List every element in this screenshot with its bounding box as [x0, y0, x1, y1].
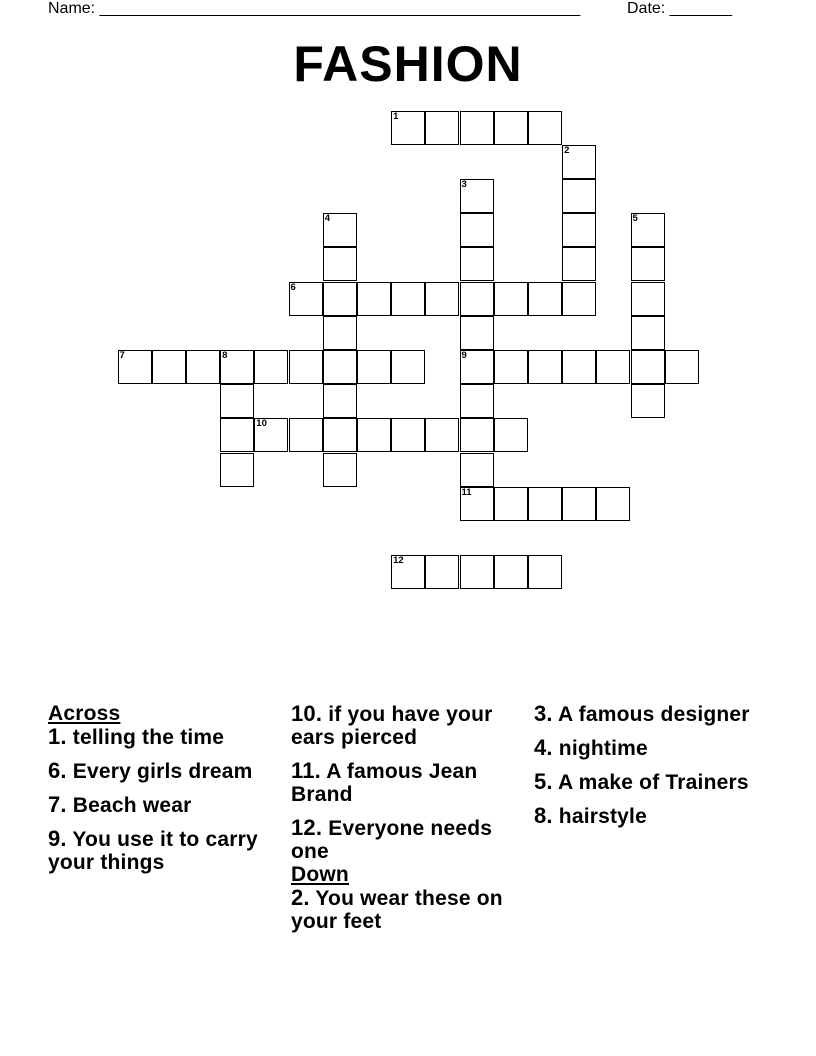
- clue-down-2: [291, 886, 531, 933]
- crossword-cell[interactable]: [631, 247, 665, 281]
- crossword-cell[interactable]: [152, 350, 186, 384]
- crossword-cell[interactable]: [528, 555, 562, 589]
- clue-number: 12.: [291, 815, 323, 840]
- clue-number: 1.: [48, 724, 67, 749]
- clue-number: 10.: [291, 701, 323, 726]
- crossword-cell[interactable]: [391, 282, 425, 316]
- crossword-cell[interactable]: [460, 350, 494, 384]
- crossword-cell[interactable]: [460, 111, 494, 145]
- clue-across-1: [48, 725, 288, 749]
- clue-text: A famous designer: [558, 703, 750, 726]
- clue-down-4: [534, 736, 774, 760]
- crossword-cell[interactable]: [562, 350, 596, 384]
- clue-text: if you have your ears pierced: [291, 703, 493, 749]
- crossword-cell[interactable]: [254, 418, 288, 452]
- clue-number: 6.: [48, 758, 67, 783]
- across-heading: Across: [48, 702, 121, 725]
- crossword-cell[interactable]: [186, 350, 220, 384]
- clue-number: 9.: [48, 826, 67, 851]
- crossword-cell[interactable]: [289, 418, 323, 452]
- clue-number: 3.: [534, 701, 553, 726]
- crossword-cell[interactable]: [460, 316, 494, 350]
- clue-across-7: [48, 793, 288, 817]
- crossword-cell[interactable]: [460, 213, 494, 247]
- crossword-cell[interactable]: [631, 384, 665, 418]
- clue-number-label: 8: [222, 349, 228, 361]
- crossword-cell[interactable]: [220, 350, 254, 384]
- crossword-cell[interactable]: [323, 282, 357, 316]
- crossword-cell[interactable]: [631, 213, 665, 247]
- clue-number-label: 2: [564, 144, 570, 156]
- crossword-cell[interactable]: [562, 145, 596, 179]
- crossword-cell[interactable]: [323, 316, 357, 350]
- clue-number-label: 6: [290, 281, 296, 293]
- clue-number-label: 1: [393, 110, 399, 122]
- crossword-cell[interactable]: [323, 418, 357, 452]
- clue-down-5: [534, 770, 774, 794]
- crossword-cell[interactable]: [562, 179, 596, 213]
- clue-number: 4.: [534, 735, 553, 760]
- crossword-cell[interactable]: [562, 282, 596, 316]
- clue-number: 7.: [48, 792, 67, 817]
- clue-number: 11.: [291, 758, 321, 783]
- crossword-cell[interactable]: [254, 350, 288, 384]
- crossword-cell[interactable]: [460, 247, 494, 281]
- crossword-cell[interactable]: [357, 282, 391, 316]
- crossword-cell[interactable]: [665, 350, 699, 384]
- crossword-cell[interactable]: [425, 555, 459, 589]
- crossword-cell[interactable]: [289, 350, 323, 384]
- clue-number-label: 9: [461, 349, 467, 361]
- crossword-cell[interactable]: [631, 282, 665, 316]
- crossword-cell[interactable]: [323, 453, 357, 487]
- clue-column-2: [291, 702, 531, 943]
- crossword-cell[interactable]: [494, 282, 528, 316]
- clue-across-6: [48, 759, 288, 783]
- crossword-cell[interactable]: [391, 418, 425, 452]
- crossword-cell[interactable]: [425, 111, 459, 145]
- clue-number-label: 4: [324, 213, 330, 225]
- clue-across-10: [291, 702, 531, 749]
- crossword-cell[interactable]: [562, 213, 596, 247]
- crossword-cell[interactable]: [460, 418, 494, 452]
- clue-number: 5.: [534, 769, 553, 794]
- clue-across-9: [48, 827, 288, 874]
- crossword-cell[interactable]: [357, 350, 391, 384]
- crossword-cell[interactable]: [631, 350, 665, 384]
- crossword-cell[interactable]: [460, 384, 494, 418]
- clue-text: A make of Trainers: [558, 771, 749, 794]
- crossword-cell[interactable]: [357, 418, 391, 452]
- page-title: FASHION: [293, 36, 523, 92]
- crossword-cell[interactable]: [528, 350, 562, 384]
- clue-column-3: [534, 702, 774, 838]
- crossword-cell[interactable]: [562, 247, 596, 281]
- clue-number: 8.: [534, 803, 553, 828]
- crossword-cell[interactable]: [323, 384, 357, 418]
- clue-number-label: 10: [256, 418, 267, 430]
- crossword-cell[interactable]: [528, 487, 562, 521]
- crossword-cell[interactable]: [220, 453, 254, 487]
- clue-number: 2.: [291, 885, 310, 910]
- crossword-cell[interactable]: [323, 247, 357, 281]
- crossword-cell[interactable]: [425, 418, 459, 452]
- clue-across-11: [291, 759, 531, 806]
- crossword-cell[interactable]: [391, 111, 425, 145]
- crossword-cell[interactable]: [460, 487, 494, 521]
- crossword-cell[interactable]: [494, 487, 528, 521]
- crossword-cell[interactable]: [460, 453, 494, 487]
- crossword-cell[interactable]: [289, 282, 323, 316]
- clue-number-label: 11: [461, 486, 472, 498]
- crossword-cell[interactable]: [118, 350, 152, 384]
- clue-text: A famous Jean Brand: [291, 760, 478, 806]
- crossword-cell[interactable]: [460, 555, 494, 589]
- crossword-cell[interactable]: [528, 111, 562, 145]
- clue-number-label: 7: [119, 349, 125, 361]
- crossword-cell[interactable]: [596, 487, 630, 521]
- crossword-cell[interactable]: [220, 418, 254, 452]
- clue-number-label: 5: [632, 213, 638, 225]
- clue-down-3: [534, 702, 774, 726]
- crossword-cell[interactable]: [596, 350, 630, 384]
- clue-number-label: 12: [393, 555, 404, 567]
- crossword-cell[interactable]: [494, 111, 528, 145]
- crossword-cell[interactable]: [494, 350, 528, 384]
- crossword-cell[interactable]: [460, 282, 494, 316]
- clue-text: telling the time: [72, 726, 225, 749]
- crossword-cell[interactable]: [494, 418, 528, 452]
- name-field[interactable]: Name: ______________________________________________________: [48, 0, 581, 17]
- crossword-cell[interactable]: [391, 350, 425, 384]
- crossword-cell[interactable]: [323, 213, 357, 247]
- crossword-cell[interactable]: [562, 487, 596, 521]
- crossword-cell[interactable]: [323, 350, 357, 384]
- crossword-cell[interactable]: [425, 282, 459, 316]
- clue-text: Beach wear: [72, 794, 192, 817]
- crossword-cell[interactable]: [528, 282, 562, 316]
- crossword-cell[interactable]: [391, 555, 425, 589]
- clue-text: Every girls dream: [72, 760, 253, 783]
- clue-text: Everyone needs one: [291, 817, 493, 863]
- clue-number-label: 3: [461, 178, 467, 190]
- clue-text: hairstyle: [558, 805, 647, 828]
- clue-text: nightime: [558, 737, 648, 760]
- crossword-cell[interactable]: [631, 316, 665, 350]
- clue-text: You wear these on your feet: [291, 887, 503, 933]
- crossword-cell[interactable]: [220, 384, 254, 418]
- down-heading: Down: [291, 863, 349, 886]
- crossword-cell[interactable]: [494, 555, 528, 589]
- clue-down-8: [534, 804, 774, 828]
- date-field[interactable]: Date: _______: [627, 0, 732, 17]
- clue-text: You use it to carry your things: [48, 828, 258, 874]
- clue-column-1: [48, 702, 288, 884]
- clue-across-12: [291, 816, 531, 863]
- crossword-cell[interactable]: [460, 179, 494, 213]
